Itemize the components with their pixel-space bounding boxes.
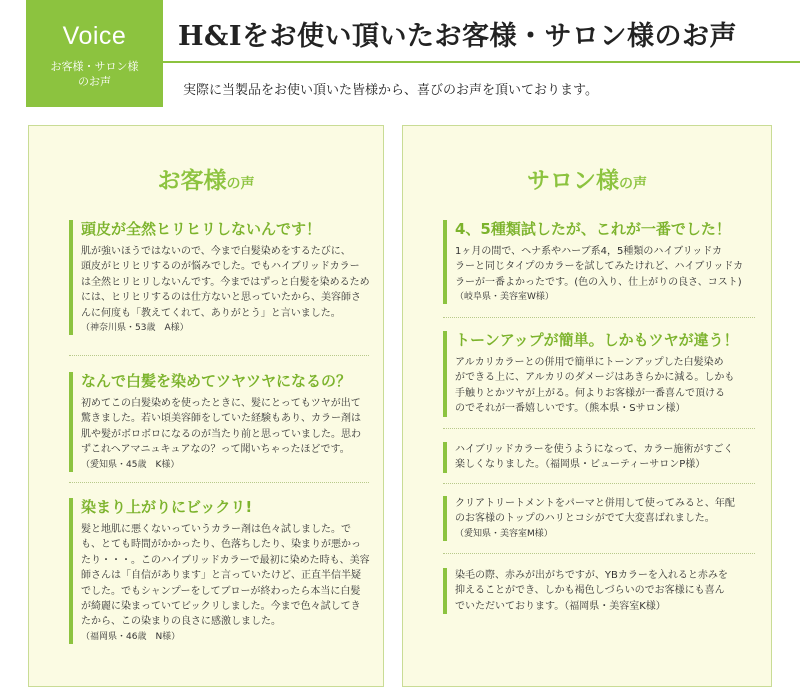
testimonial-line: ハイブリッドカラーを使うようになって、カラー施術がすごく xyxy=(455,444,734,455)
testimonial-author: （岐阜県・美容室W様） xyxy=(455,292,554,303)
divider xyxy=(443,483,755,484)
testimonial-line: 抑えることができ、しかも褐色しづらいのでお客様にも喜ん xyxy=(455,585,725,597)
salon-heading xyxy=(403,162,771,195)
testimonial-line: 頭皮がヒリヒリするのが悩みでした。でもハイブリッドカラー xyxy=(81,261,360,273)
divider xyxy=(443,428,755,429)
testimonial-line: アルカリカラーとの併用で簡単にトーンアップした白髪染め xyxy=(455,357,724,368)
salon-testimonial xyxy=(443,442,763,473)
testimonial-author: （福岡県・46歳 N様） xyxy=(81,631,181,642)
customer-testimonial xyxy=(69,220,374,335)
testimonial-author: （愛知県・美容室M様） xyxy=(455,528,553,539)
testimonial-body xyxy=(81,244,374,335)
testimonial-line: 染毛の際、赤みが出がちですが、YBカラーを入れると赤みを xyxy=(455,570,728,581)
testimonial-line: 肌や髪がボロボロになるのが当たり前と思っていました。思わ xyxy=(81,428,361,440)
voice-badge xyxy=(26,0,163,107)
divider xyxy=(69,355,369,356)
testimonial-line: んに何度も「教えてくれて、ありがとう」と言いました。 xyxy=(81,307,341,319)
customer-testimonial xyxy=(69,498,374,644)
testimonial-line: ラーが一番よかったです。(色の入り、仕上がりの良さ、コスト) xyxy=(455,276,742,288)
customer-heading-main: お客様 xyxy=(157,168,227,194)
customer-heading-small: の声 xyxy=(226,176,255,192)
lead-text: 実際に当製品をお使い頂いた皆様から、喜びのお声を頂いております。 xyxy=(183,83,598,98)
voice-sub-label: お客様・サロン様 のお声 xyxy=(50,60,139,88)
testimonial-line: 1ヶ月の間で、ヘナ系やハーブ系4，5種類のハイブリッドカ xyxy=(455,246,722,257)
testimonial-body xyxy=(455,355,763,417)
testimonial-line: は全然ヒリヒリしないんです。今まではずっと白髪を染めるため xyxy=(81,276,370,288)
testimonial-line: たから、この染まりの良さに感激しました。 xyxy=(81,616,281,628)
testimonial-title: 4、5種類試したが、これが一番でした！ xyxy=(455,220,731,238)
testimonial-body xyxy=(81,522,374,644)
divider xyxy=(443,553,755,554)
testimonial-line: のお客様のトップのハリとコシがでて大変喜ばれました。 xyxy=(455,513,715,525)
salon-testimonial xyxy=(443,220,763,304)
testimonial-author: （愛知県・45歳 K様） xyxy=(81,459,180,470)
salon-heading-main: サロン様 xyxy=(527,168,619,194)
testimonial-line: のでそれが一番嬉しいです。（熊本県・Sサロン様） xyxy=(455,403,686,415)
testimonial-line: には、ヒリヒリするのは仕方ないと思っていたから、美容師さ xyxy=(81,292,361,304)
testimonial-body xyxy=(455,568,763,614)
testimonial-body xyxy=(455,244,763,304)
testimonial-body xyxy=(455,496,763,541)
testimonial-line: でいただいております。（福岡県・美容室K様） xyxy=(455,600,666,612)
customer-voice-panel xyxy=(28,125,384,687)
testimonial-line: ラーと同じタイプのカラーを試してみたけれど、ハイブリッドカ xyxy=(455,261,744,273)
salon-testimonial xyxy=(443,331,763,417)
testimonial-line: 師さんは「自信があります」と言っていたけど、正直半信半疑 xyxy=(81,570,361,582)
testimonial-line: 肌が強いほうではないので、今まで白髪染めをするたびに、 xyxy=(81,246,351,257)
salon-testimonial xyxy=(443,496,763,541)
testimonial-line: ずこれヘアマニュキュアなの？って聞いちゃったほどです。 xyxy=(81,444,350,456)
testimonial-body xyxy=(81,396,374,472)
testimonial-line: 楽しくなりました。（福岡県・ビューティーサロンP様） xyxy=(455,459,706,471)
testimonial-title: 頭皮が全然ヒリヒリしないんです！ xyxy=(81,220,322,238)
testimonial-line: 驚きました。若い頃美容師をしていた経験もあり、カラー剤は xyxy=(81,413,361,425)
divider xyxy=(443,317,755,318)
testimonial-title: 染まり上がりにビックリ! xyxy=(81,498,253,516)
testimonial-line: 初めてこの白髪染めを使ったときに、髪にとってもツヤが出て xyxy=(81,398,361,409)
testimonial-line: ができる上に、アルカリのダメージはあきらかに減る。しかも xyxy=(455,372,735,384)
testimonial-title: なんで白髪を染めてツヤツヤになるの？ xyxy=(81,372,352,390)
testimonial-line: 手触りとかツヤが上がる。何よりお客様が一番喜んで頂ける xyxy=(455,387,725,399)
testimonial-title: トーンアップが簡単。しかもツヤが違う！ xyxy=(455,331,739,349)
header-rule xyxy=(163,61,800,63)
page-title: H&Iをお使い頂いたお客様・サロン様のお声 xyxy=(178,21,738,52)
testimonial-line: が綺麗に染まっていてビックリしました。今まで色々試してき xyxy=(81,601,361,613)
testimonial-author: （神奈川県・53歳 A様） xyxy=(81,323,189,334)
salon-voice-panel xyxy=(402,125,772,687)
divider xyxy=(69,482,369,483)
testimonial-line: でした。でもシャンプーをしてブローが終わったら本当に白髪 xyxy=(81,585,361,597)
testimonial-line: たり・・・。このハイブリッドカラーで最初に染めた時も、美容 xyxy=(81,554,370,566)
salon-heading-small: の声 xyxy=(619,176,647,192)
testimonial-line: 髪と地肌に悪くないっていうカラー剤は色々試しました。で xyxy=(81,524,351,535)
salon-testimonial xyxy=(443,568,763,614)
testimonial-line: も、とても時間がかかったり、色落ちしたり、染まりが悪かっ xyxy=(81,539,361,551)
voice-label: Voice xyxy=(62,22,127,50)
testimonial-body xyxy=(455,442,763,473)
customer-heading xyxy=(29,162,383,195)
testimonial-line: クリアトリートメントをパーマと併用して使ってみると、年配 xyxy=(455,498,735,509)
customer-testimonial xyxy=(69,372,374,472)
